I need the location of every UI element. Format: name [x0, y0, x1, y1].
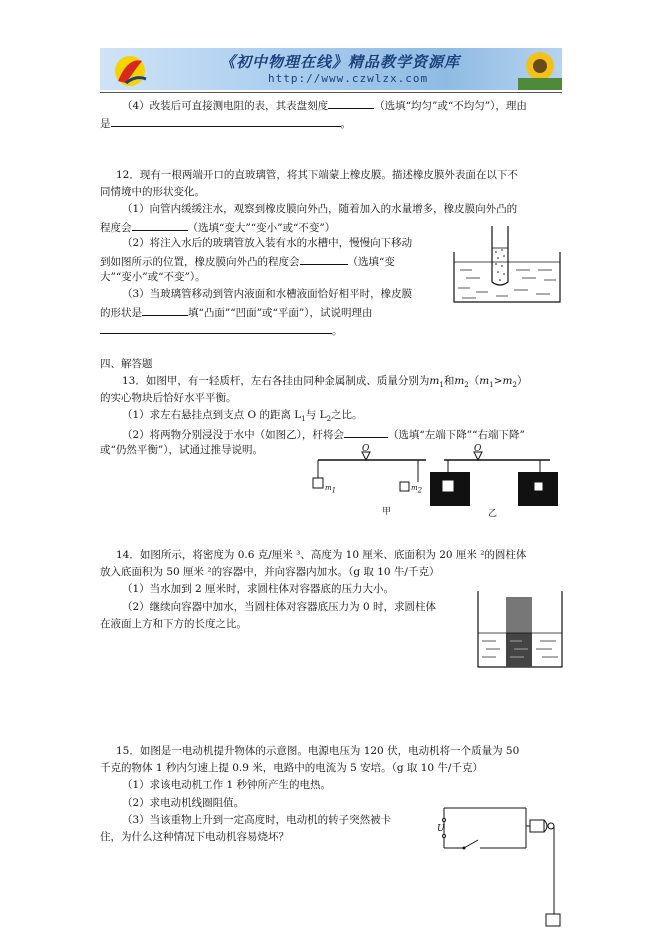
q15-figure-motor-circuit — [434, 796, 564, 928]
q13-line3: （1）求左右悬挂点到支点 O 的距离 $L_1$与 $L_2$之比。 — [122, 409, 363, 424]
site-logo-icon — [112, 53, 152, 87]
section-title: 四、解答题 — [100, 358, 153, 370]
q12-figure-tube-in-tank — [452, 222, 562, 304]
header-banner — [100, 48, 562, 90]
q12-line10: 。 — [100, 322, 343, 338]
q13-line5: 或“仍然平衡”），试通过推导说明。 — [100, 444, 263, 456]
q13-line4: （2）将两物分别浸没于水中（如图乙），杆将会 （选填“左端下降”“右端下降” — [122, 426, 525, 442]
q15-line4: （2）求电动机线圈阻值。 — [122, 797, 245, 809]
q13-line2: 的实心物块后恰好水平平衡。 — [100, 392, 237, 404]
fig-caption-b: 乙 — [488, 509, 498, 519]
q14-line4: （2）继续向容器中加水，当圆柱体对容器底压力为 0 时，求圆柱体 — [122, 601, 437, 613]
q13-figure-lever — [300, 444, 568, 522]
q12-line3: （1）向管内缓缓注水，观察到橡皮膜向外凸，随着加入的水量增多，橡皮膜向外凸的 — [122, 203, 518, 215]
q15-line5: （3）当该重物上升到一定高度时，电动机的转子突然被卡 — [122, 814, 392, 826]
q12-line8: （3）当玻璃管移动到管内液面和水槽液面恰好相平时，橡皮膜 — [122, 288, 413, 300]
sunflower-icon — [518, 48, 562, 90]
fig-label-m1: $m_1$ — [325, 484, 337, 495]
q12-line9: 的形状是 填“凸面”“凹面”或“平面”），试说明理由 — [100, 304, 372, 320]
q14-line5: 在液面上方和下方的长度之比。 — [100, 618, 247, 630]
fig-label-m2: $m_2$ — [411, 484, 423, 495]
q15-line1: 15．如图是一电动机提升物体的示意图。电源电压为 120 伏，电动机将一个质量为 50 — [116, 745, 520, 757]
q11-4-line2: 是 。 — [100, 115, 351, 131]
q14-line2: 放入底面积为 50 厘米 ²的容器中，并向容器内加水。（g 取 10 牛/千克） — [100, 566, 440, 578]
q14-line3: （1）当水加到 2 厘米时，求圆柱体对容器底的压力大小。 — [122, 583, 395, 595]
q12-line1: 12．现有一根两端开口的直玻璃管，将其下端蒙上橡皮膜。描述橡皮膜外表面在以下不 — [116, 169, 518, 181]
q15-line3: （1）求该电动机工作 1 秒钟所产生的电热。 — [122, 779, 332, 791]
q12-line6: 到如图所示的位置，橡皮膜向外凸的程度会 （选填“变 — [100, 253, 395, 269]
q12-line7: 大”“变小”或“不变”）。 — [100, 271, 206, 283]
q14-line1: 14．如图所示，将密度为 0.6 克/厘米 ³、高度为 10 厘米、底面积为 20 厘米 ²的圆柱体 — [116, 549, 527, 561]
fig-label-o1: O — [362, 444, 370, 454]
q14-figure-cylinder-in-container — [476, 587, 564, 669]
q13-line1: 13．如图甲，有一轻质杆，左右各挂由同种金属制成、质量分别为$m_1$和$m_2(m_1>m_2)$ — [122, 375, 528, 390]
fig-caption-a: 甲 — [382, 507, 392, 517]
site-url[interactable]: http://www.czwlzx.com — [268, 72, 429, 85]
fig-label-o2: O — [474, 444, 482, 454]
site-title: 《初中物理在线》精品教学资源库 — [220, 53, 461, 71]
q15-line6: 住，为什么这种情况下电动机容易烧坏？ — [100, 831, 289, 843]
fig-label-u: U — [437, 824, 445, 834]
q12-line4: 程度会 （选填“变大”“变小”或“不变”） — [100, 219, 335, 235]
header-rule — [100, 92, 562, 93]
q12-line5: （2）将注入水后的玻璃管放入装有水的水槽中，慢慢向下移动 — [122, 237, 413, 249]
q12-line2: 同情境中的形状变化。 — [100, 186, 205, 198]
q11-4-line1: （4）改装后可直接测电阻的表，其表盘刻度 （选填“均匀”或“不均匀”），理由 — [122, 97, 527, 113]
q15-line2: 千克的物体 1 秒内匀速上提 0.9 米，电路中的电流为 5 安培。（g 取 10 牛/千克） — [100, 762, 483, 774]
